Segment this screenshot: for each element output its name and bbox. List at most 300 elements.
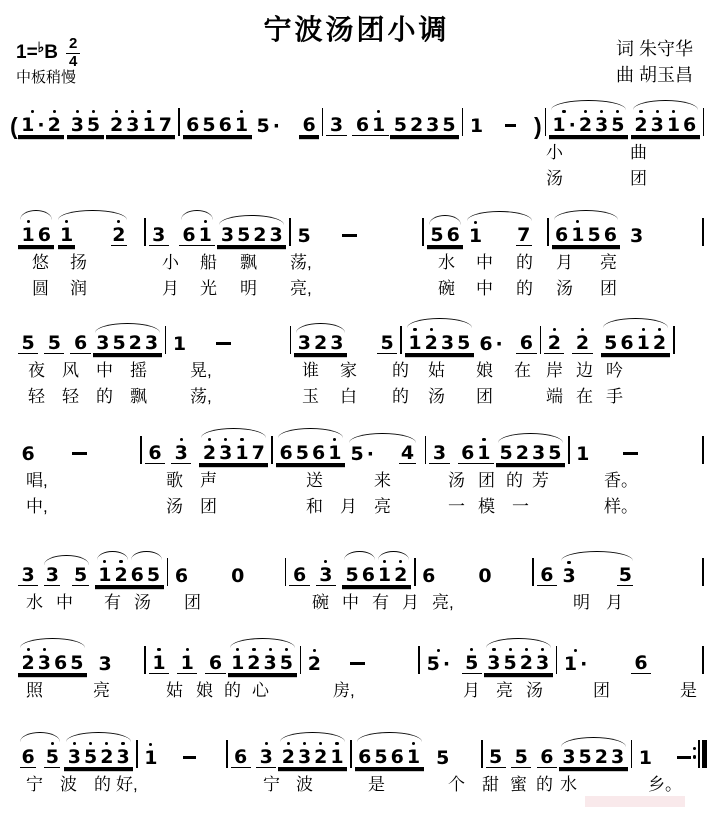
note-digit: 6: [390, 746, 404, 768]
note-digit: 3: [259, 746, 273, 768]
octave-dot: [204, 220, 207, 223]
lyric-syllable: 汤: [526, 681, 543, 700]
note-digit: 1: [636, 332, 650, 354]
note-digit: 1: [330, 746, 344, 768]
augmentation-dot: ·: [272, 115, 280, 137]
lyric-syllable: 中: [476, 279, 493, 298]
time-signature-beats: 2: [66, 36, 80, 54]
single-note: [626, 226, 646, 246]
note: [301, 115, 317, 135]
key-tonic: B: [44, 42, 59, 63]
octave-dot: [131, 110, 134, 113]
single-note: [95, 654, 115, 674]
note-digit: 6: [37, 224, 51, 246]
note-digit: 5: [587, 224, 601, 246]
note: [201, 115, 217, 135]
lyric-syllable: 香。: [604, 471, 638, 490]
lyric-syllable: 的: [536, 775, 553, 794]
lyric-row: [10, 354, 707, 380]
note: [20, 648, 36, 673]
note-digit: 3: [440, 332, 455, 354]
note-digit: 0: [478, 565, 492, 587]
beam-group: [106, 110, 175, 136]
note-digit: 3: [174, 442, 188, 464]
lyric-syllable: 悠: [32, 253, 49, 272]
note-digit: 5 ·: [350, 443, 374, 465]
credits: [616, 36, 693, 88]
lyric-syllable: 汤: [448, 471, 465, 490]
note: [513, 747, 529, 767]
thick-bar: [702, 740, 707, 768]
note: [577, 110, 593, 135]
octave-dot: [335, 742, 338, 745]
lyric-syllable: 娘: [476, 361, 493, 380]
lyric-syllable: 和: [306, 497, 323, 516]
duration-dash: [677, 756, 691, 759]
note-digit: 3: [319, 564, 333, 586]
lyric-syllable: 明: [240, 279, 257, 298]
note: [574, 328, 590, 353]
note: [72, 565, 88, 586]
note-digit: 3: [562, 746, 576, 768]
note-digit: 3: [487, 652, 501, 674]
lyric-syllable: 的: [516, 253, 533, 272]
note: [535, 648, 551, 673]
note: [349, 444, 375, 464]
octave-dot: [89, 742, 92, 745]
note: [230, 566, 246, 586]
note-digit: 1: [98, 564, 112, 586]
note: [36, 225, 52, 245]
music-system: [10, 314, 707, 406]
lyric-syllable: 汤: [134, 593, 151, 612]
octave-dot: [470, 648, 473, 651]
close-paren: ): [534, 113, 542, 139]
lyric-syllable: 送: [306, 471, 323, 490]
note-digit: 2: [114, 564, 128, 586]
barline: [673, 326, 675, 354]
beam-group-slur: [179, 220, 215, 246]
octave-dot: [377, 110, 380, 113]
note-digit: 6: [634, 652, 648, 674]
note: [327, 438, 343, 463]
note-digit: 4: [400, 442, 415, 464]
octave-dot: [208, 438, 211, 441]
lyric-syllable: 模: [478, 497, 495, 516]
octave-dot: [383, 560, 386, 563]
octave-dot: [285, 648, 288, 651]
beam-group: [18, 565, 38, 586]
beam-group-slur: [484, 648, 553, 674]
duration-dash: [72, 452, 87, 455]
note: [531, 443, 547, 463]
note-digit: 1: [231, 652, 245, 674]
key-signature: [16, 36, 80, 70]
note: [181, 225, 197, 245]
note-digit: 2: [47, 114, 61, 136]
note-digit: 1: [477, 442, 491, 464]
note-digit: 5: [374, 746, 388, 768]
note-digit: 3: [650, 114, 664, 136]
note: [99, 742, 115, 767]
note: [230, 648, 246, 673]
octave-dot: [616, 110, 619, 113]
lyric-syllable: 中: [56, 593, 73, 612]
note-digit: 3: [96, 332, 110, 354]
single-note: [304, 649, 324, 674]
lyric-syllable: 荡,: [190, 387, 212, 406]
barline: [300, 646, 302, 674]
note-digit: 6: [355, 114, 370, 136]
barline: [285, 558, 287, 586]
single-note: [573, 444, 593, 464]
octave-dot: [482, 438, 485, 441]
note-digit: 6: [461, 442, 475, 464]
note-digit: 1: [372, 114, 386, 136]
note-digit: 6: [540, 564, 554, 586]
note-digit: 5: [430, 224, 444, 246]
note: [399, 443, 415, 464]
lyric-syllable: 飘: [130, 387, 147, 406]
note-digit: 6: [446, 224, 460, 246]
lyric-row: [10, 586, 707, 612]
beam-group-slur: [601, 328, 670, 354]
barline: [422, 218, 424, 246]
note: [393, 560, 409, 585]
lyric-syllable: 团: [593, 681, 610, 700]
lyric-syllable: 团: [600, 279, 617, 298]
note-digit: 3: [330, 332, 344, 354]
note: [518, 648, 534, 673]
note-digit: 6: [21, 746, 35, 768]
barline: [140, 436, 142, 464]
note-digit: 3: [152, 224, 166, 246]
octave-dot: [509, 648, 512, 651]
lyric-syllable: 的: [392, 387, 409, 406]
lyric-syllable: 有: [104, 593, 121, 612]
note: [539, 565, 555, 585]
octave-dot: [313, 649, 316, 652]
note: [486, 648, 502, 673]
octave-dot: [584, 110, 587, 113]
octave-dot: [43, 648, 46, 651]
note: [602, 225, 618, 245]
note: [603, 333, 619, 353]
note-digit: 3: [532, 442, 546, 464]
note: [20, 110, 46, 135]
note: [392, 115, 408, 135]
note-digit: 6: [292, 564, 307, 586]
note-digit: 2: [594, 746, 609, 768]
octave-dot: [31, 110, 34, 113]
note: [554, 225, 570, 245]
lyricist-credit: 词 朱守华: [615, 39, 693, 59]
note: [633, 110, 649, 135]
lyric-row: [10, 162, 707, 188]
note-digit: 5: [86, 114, 101, 136]
lyric-syllable: 水: [560, 775, 577, 794]
lyric-syllable: 小: [162, 253, 179, 272]
barline: [568, 436, 570, 464]
octave-dot: [27, 648, 30, 651]
note: [143, 333, 159, 353]
beam-group: [67, 110, 103, 136]
note-digit: 2: [202, 442, 217, 464]
note: [376, 560, 392, 585]
note: [561, 747, 577, 767]
note: [127, 333, 143, 353]
octave-dot: [600, 110, 603, 113]
lyric-syllable: 宁: [26, 775, 43, 794]
lyric-syllable: 一: [448, 497, 465, 516]
single-note: [419, 566, 439, 586]
barline: [144, 646, 146, 674]
note: [115, 742, 131, 767]
note: [185, 115, 201, 135]
lyric-syllable: 亮: [600, 253, 617, 272]
note-digit: 6: [519, 332, 533, 354]
lyric-syllable: 唱,: [26, 471, 48, 490]
lyric-syllable: 照: [26, 681, 43, 700]
note-digit: 5: [45, 746, 59, 768]
note-digit: 6 ·: [479, 333, 503, 355]
note-digit: 2: [21, 652, 35, 674]
lyric-syllable: 轻: [62, 387, 79, 406]
octave-dot: [437, 649, 440, 652]
note: [371, 110, 387, 135]
note-digit: 7: [251, 442, 265, 464]
note-digit: 5: [611, 114, 625, 136]
lyric-syllable: 波: [60, 775, 77, 794]
note-digit: 3: [536, 652, 550, 674]
lyric-syllable: 的: [96, 387, 113, 406]
octave-dot: [574, 649, 577, 652]
note: [151, 225, 167, 245]
beam-group: [18, 110, 65, 136]
beam-group: [486, 747, 506, 768]
duration-dash: [183, 756, 197, 759]
note: [278, 648, 294, 673]
note-digit: 3: [144, 332, 159, 354]
note: [373, 747, 389, 767]
note: [318, 560, 334, 585]
note-digit: 5: [618, 564, 632, 586]
single-note: [253, 116, 283, 136]
note: [577, 747, 593, 767]
note: [628, 226, 644, 246]
note-digit: 6: [174, 565, 189, 587]
note: [218, 438, 234, 463]
lyric-syllable: 有: [372, 593, 389, 612]
note-digit: 5: [393, 114, 407, 136]
octave-dot: [92, 110, 95, 113]
note-digit: 1: [235, 442, 249, 464]
beam-group: [44, 333, 64, 354]
beam-group-slur: [18, 220, 54, 246]
octave-dot: [287, 742, 290, 745]
octave-dot: [117, 220, 120, 223]
lyric-syllable: 圆: [32, 279, 49, 298]
note-digit: 5: [465, 652, 479, 674]
note-digit: 3: [269, 224, 283, 246]
lyric-syllable: 中: [342, 593, 359, 612]
note-digit: 6: [182, 224, 196, 246]
note: [379, 333, 395, 353]
lyric-syllable: 风: [62, 361, 79, 380]
beam-group-slur: [42, 565, 90, 586]
beam-group-slur: [217, 225, 286, 246]
note-digit: 5: [503, 652, 517, 674]
note-digit: 2: [578, 114, 593, 136]
lyric-syllable: 水: [438, 253, 455, 272]
lyric-syllable: 亮: [93, 681, 110, 700]
note-digit: 3: [70, 114, 84, 136]
note: [179, 648, 195, 673]
note: [682, 115, 698, 135]
lyric-syllable: 船: [200, 253, 217, 272]
lyric-syllable: 来: [374, 471, 391, 490]
octave-dot: [252, 648, 255, 651]
note: [445, 225, 461, 245]
barline: [271, 436, 273, 464]
octave-dot: [149, 743, 152, 746]
lyric-syllable: 手: [606, 387, 623, 406]
note: [157, 115, 173, 135]
barline: [631, 740, 633, 768]
lyric-syllable: 中: [96, 361, 113, 380]
lyric-syllable: 亮: [496, 681, 513, 700]
note-digit: 2: [314, 746, 328, 768]
beam-group: [171, 438, 191, 464]
beam-group: [572, 328, 592, 354]
note: [95, 333, 111, 353]
lyric-syllable: 亮: [374, 497, 391, 516]
note: [36, 648, 52, 673]
lyric-syllable: 芳: [532, 471, 549, 490]
lyric-syllable: 的: [392, 361, 409, 380]
lyric-syllable: 娘: [196, 681, 213, 700]
octave-dot: [399, 560, 402, 563]
note: [83, 742, 99, 767]
note: [408, 115, 424, 135]
final-repeat-barline: [693, 740, 707, 768]
note: [561, 561, 577, 586]
note-digit: 1: [180, 652, 194, 674]
beam-group-slur: [18, 648, 87, 674]
note: [46, 333, 62, 353]
note: [464, 648, 480, 673]
note: [478, 334, 504, 354]
note-digit: 3: [611, 746, 625, 768]
lyric-syllable: 端: [546, 387, 563, 406]
note: [20, 565, 36, 585]
barline: [400, 326, 402, 354]
music-system: [10, 96, 707, 188]
note: [425, 649, 451, 674]
note-digit: 5: [548, 442, 562, 464]
note-digit: 3: [629, 225, 644, 247]
note-digit: 5: [279, 652, 293, 674]
note: [20, 220, 36, 245]
note-digit: 1 ·: [563, 653, 588, 675]
note: [151, 648, 167, 673]
note-digit: 6: [603, 224, 617, 246]
single-note: [169, 334, 189, 354]
lyric-row: [10, 674, 707, 700]
barline: [418, 646, 420, 674]
note: [108, 110, 124, 135]
octave-dot: [147, 110, 150, 113]
lyric-syllable: 边: [576, 361, 593, 380]
lyric-syllable: 亮,: [432, 593, 454, 612]
beam-group-slur: [56, 220, 128, 246]
note: [310, 443, 326, 463]
note-digit: 1: [59, 224, 74, 246]
duration-dash: [350, 662, 365, 665]
note-digit: 6: [73, 332, 88, 354]
note-digit: 5: [578, 746, 592, 768]
octave-dot: [53, 110, 56, 113]
note: [405, 742, 421, 767]
flat-icon: ♭: [37, 38, 45, 55]
note-digit: 2: [247, 652, 261, 674]
notation-row: [10, 546, 707, 586]
note: [435, 748, 451, 768]
note-digit: 5: [112, 332, 126, 354]
lyric-syllable: 宁: [263, 775, 280, 794]
note: [354, 115, 370, 135]
note-digit: 5: [202, 114, 216, 136]
lyric-syllable: 玉: [302, 387, 319, 406]
note-digit: 2: [109, 114, 124, 136]
note-digit: 6: [683, 114, 697, 136]
note: [425, 115, 441, 135]
note: [649, 110, 665, 135]
note: [125, 110, 141, 135]
note-digit: 3: [37, 652, 51, 674]
barline: [702, 558, 704, 586]
note: [575, 444, 591, 464]
note: [296, 742, 312, 767]
note: [516, 225, 532, 246]
single-note: [18, 444, 38, 464]
note-digit: 6: [311, 442, 326, 464]
octave-dot: [492, 648, 495, 651]
music-system: [10, 424, 707, 516]
octave-dot: [319, 742, 322, 745]
note-digit: 5 ·: [256, 115, 280, 137]
duration-dash: [623, 452, 638, 455]
note-digit: 2: [100, 746, 114, 768]
note: [407, 328, 423, 353]
note: [201, 438, 217, 463]
octave-dot: [303, 742, 306, 745]
barline: [540, 326, 542, 354]
lyric-syllable: 姑: [428, 361, 445, 380]
note: [111, 333, 127, 353]
note: [268, 225, 284, 245]
beam-group: [149, 225, 169, 246]
note: [97, 560, 113, 585]
note: [233, 110, 249, 135]
note: [498, 443, 514, 463]
beam-group-slur: [199, 438, 268, 464]
beam-group: [289, 565, 309, 586]
lyric-syllable: 是: [680, 681, 697, 700]
beam-group-slur: [18, 742, 62, 768]
note-digit: 3: [21, 564, 35, 586]
beam-group: [390, 115, 459, 136]
